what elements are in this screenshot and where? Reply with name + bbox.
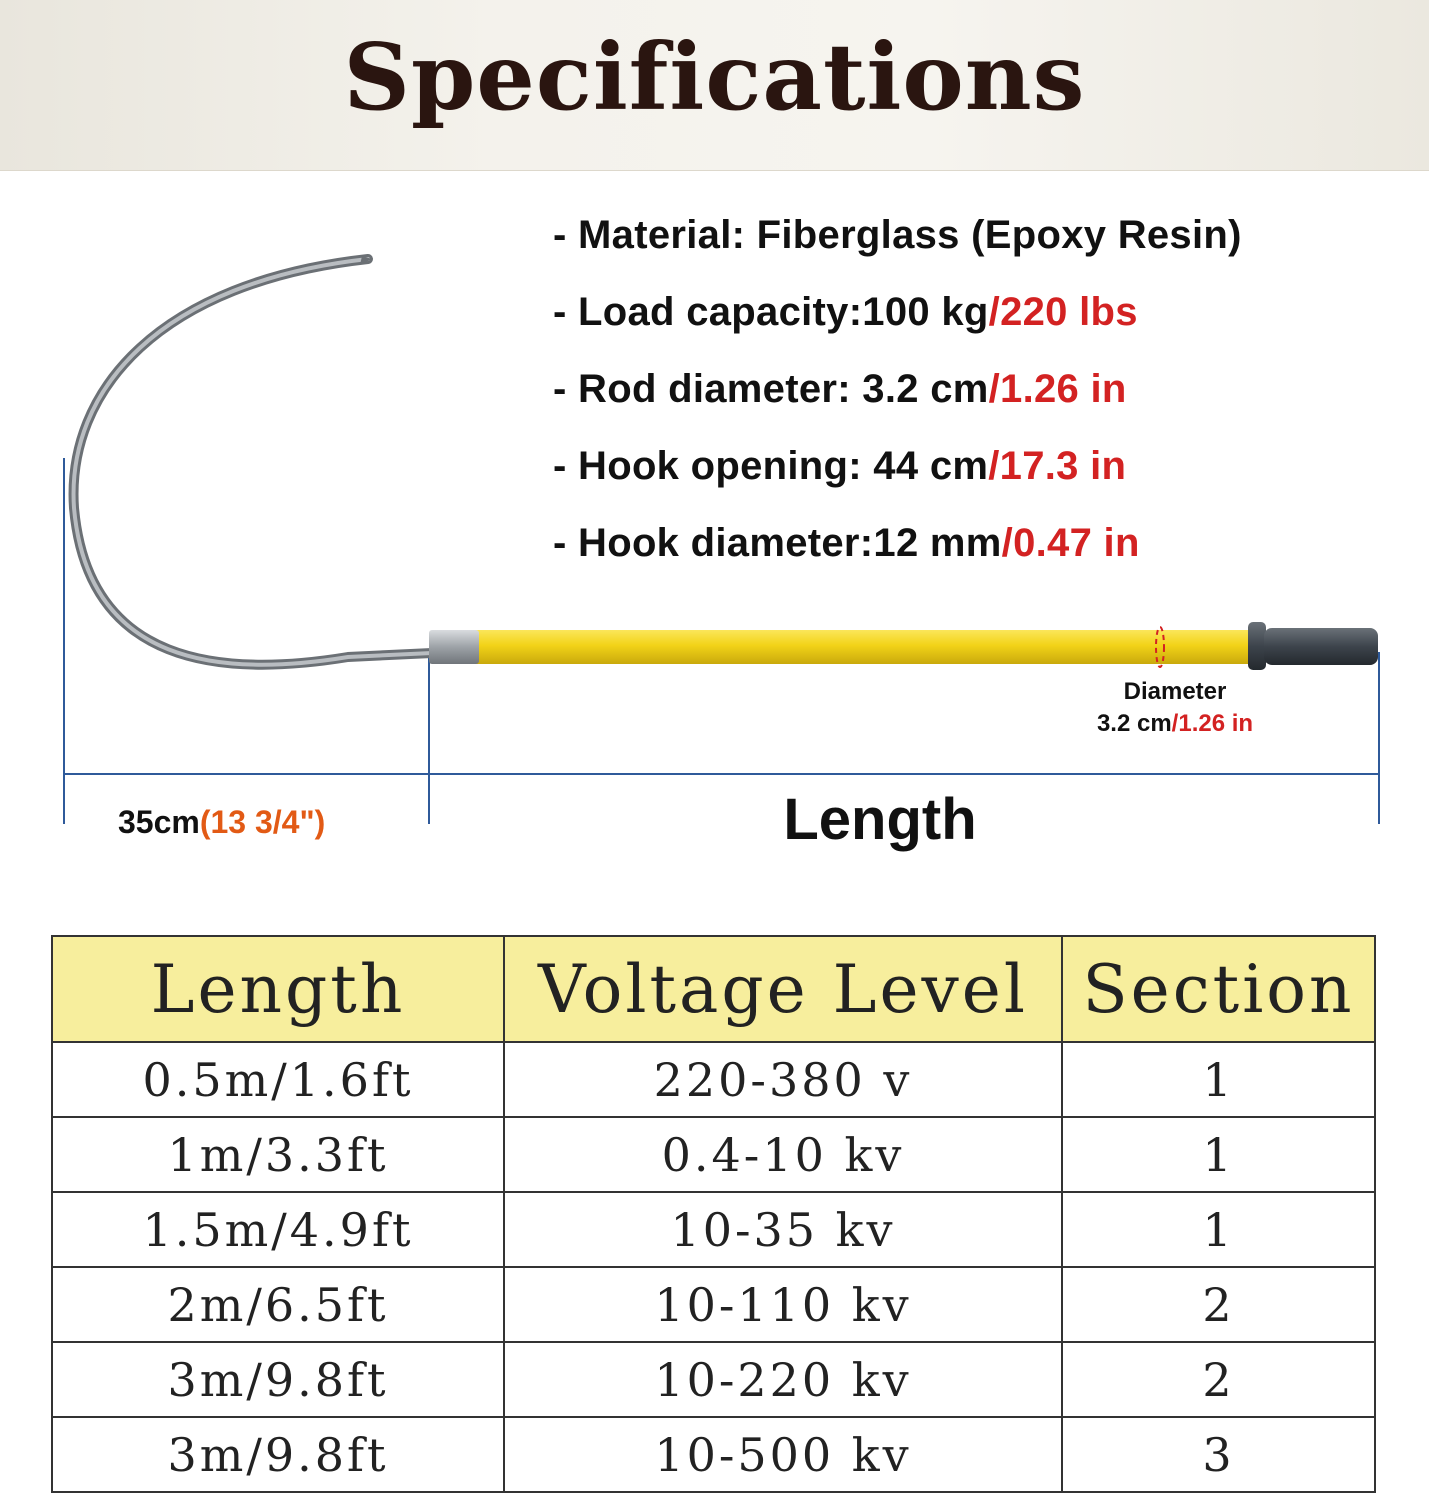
cell-length: 0.5m/1.6ft [52, 1042, 504, 1117]
cell-section: 1 [1062, 1117, 1375, 1192]
diameter-metric: 3.2 cm [1096, 710, 1172, 737]
cell-length: 3m/9.8ft [52, 1342, 504, 1417]
page-title: Specifications [343, 23, 1086, 131]
cell-voltage: 10-220 kv [504, 1342, 1062, 1417]
cell-section: 3 [1062, 1417, 1375, 1492]
header-voltage-level: Voltage Level [504, 936, 1062, 1042]
hook-length-imperial: (13 3/4") [199, 804, 326, 840]
cell-length: 1.5m/4.9ft [52, 1192, 504, 1267]
table-row [52, 1267, 1375, 1342]
table-row [52, 1117, 1375, 1192]
cell-section: 1 [1062, 1192, 1375, 1267]
cell-length: 1m/3.3ft [52, 1117, 504, 1192]
cell-section: 2 [1062, 1267, 1375, 1342]
voltage-spec-table [51, 935, 1376, 1493]
diameter-imperial: /1.26 in [1171, 710, 1254, 737]
cell-voltage: 0.4-10 kv [504, 1117, 1062, 1192]
header-section: Section [1062, 936, 1375, 1042]
spec-load-capacity: - Load capacity:100 kg/220 lbs [553, 290, 1138, 334]
spec-hook-opening: - Hook opening: 44 cm/17.3 in [553, 444, 1127, 488]
cell-voltage: 10-35 kv [504, 1192, 1062, 1267]
hook-length-caption [118, 804, 325, 841]
rod-diameter-caption [1060, 676, 1290, 740]
spec-material: - Material: Fiberglass (Epoxy Resin) [553, 213, 1242, 257]
fiberglass-rod [429, 622, 1378, 670]
cell-length: 3m/9.8ft [52, 1417, 504, 1492]
spec-rod-diameter: - Rod diameter: 3.2 cm/1.26 in [553, 367, 1127, 411]
metal-hook [74, 256, 432, 665]
spec-hook-diameter: - Hook diameter:12 mm/0.47 in [553, 521, 1140, 565]
cell-section: 2 [1062, 1342, 1375, 1417]
cell-voltage: 10-500 kv [504, 1417, 1062, 1492]
table-row [52, 1192, 1375, 1267]
table-row [52, 1342, 1375, 1417]
cell-length: 2m/6.5ft [52, 1267, 504, 1342]
cell-voltage: 220-380 v [504, 1042, 1062, 1117]
table-header-row [52, 936, 1375, 1042]
diameter-label: Diameter [1123, 678, 1227, 705]
hook-length-metric: 35cm [118, 804, 200, 840]
cell-section: 1 [1062, 1042, 1375, 1117]
table-row [52, 1417, 1375, 1492]
cell-voltage: 10-110 kv [504, 1267, 1062, 1342]
diameter-value [1060, 708, 1290, 740]
header-length: Length [52, 936, 504, 1042]
rod-length-caption: Length [783, 787, 977, 852]
table-row [52, 1042, 1375, 1117]
spec-list [553, 205, 1413, 590]
